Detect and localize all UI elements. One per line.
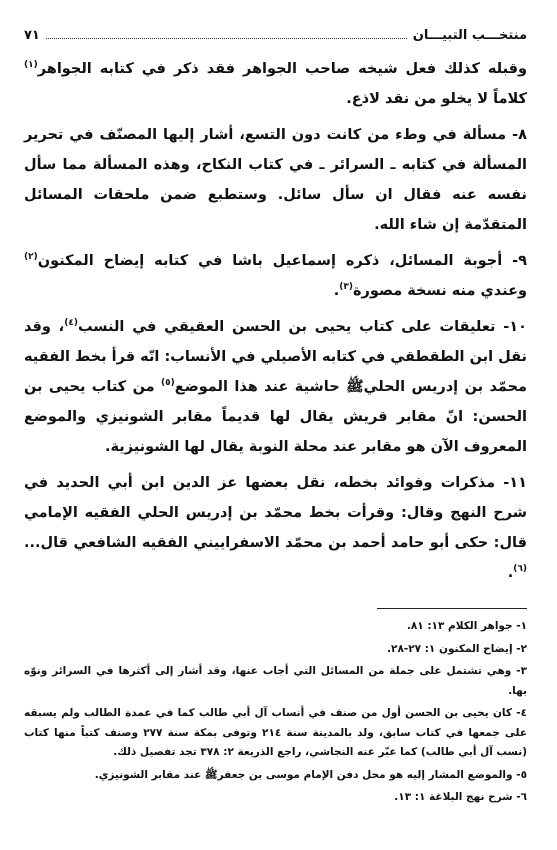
footnote-3: ٣- وهي تشتمل على جملة من المسائل التي أجاب عنها، وقد أشار إلى أكثرها في السرائر ونوّه بها. (24, 665, 527, 697)
text-segment: كلاماً لا يخلو من نقد لاذع. (346, 91, 527, 107)
text-segment: ٩- أجوبة المسائل، ذكره إسماعيل باشا في كتابه إيضاح المكنون (37, 253, 527, 269)
page-number: ٧١ (24, 28, 40, 43)
paragraph-item-11 (24, 468, 527, 588)
footnote-ref: (٢) (24, 252, 38, 263)
header-leader-dots (46, 38, 407, 39)
text-segment: وقبله كذلك فعل شيخه صاحب الجواهر فقد ذكر في كتابه الجواهر (37, 61, 527, 77)
running-header (24, 28, 527, 50)
footnote-ref: (٥) (161, 378, 175, 389)
footnote-ref: (١) (24, 60, 38, 71)
text-segment: ، وقد نقل ابن الطقطقي في كتابه الأصيلي في الأنساب: انّه قرأ بخط الفقيه محمّد بن إدريس الحليﷺ حاشية عند هذا الموضع (24, 319, 527, 395)
paragraph-item-10 (24, 312, 527, 462)
footnote-ref: (٣) (339, 282, 353, 293)
text-segment: . (507, 565, 514, 581)
footnote-2: ٢- إيضاح المكنون ١: ٢٧-٢٨. (387, 642, 527, 655)
footnote-5: ٥- والموضع المشار إليه هو محل دفن الإمام موسى بن جعفرﷺ عند مقابر الشونيزي. (94, 768, 527, 781)
text-segment: ١١- مذكرات وفوائد بخطه، نقل بعضها عز الدين ابن أبي الحديد في شرح النهج وقال: وقرأت بخط محمّد بن إدريس الحلي الفقيه الإمامي قال: حكى أبو حامد أحمد بن محمّد الاسفراييني الفقيه الشافعي قال... (24, 475, 527, 551)
footnote-ref: (٤) (64, 318, 78, 329)
footnote-4: ٤- كان يحيى بن الحسن أول من صنف في أنساب آل أبي طالب كما في عمدة الطالب ولم يسبقه على جمعها في كتاب سابق، ولد بالمدينة سنة ٢١٤ وتوفى بمكة سنة ٢٧٧ وصنف كتباً منها كتاب (نسب آل أبي طالب) كما عبّر عنه النجاشي، راجع الذريعة ٢: ٣٧٨ تجد تفصيل ذلك. (24, 707, 528, 758)
text-segment: . (333, 283, 340, 299)
text-segment: وعندي منه نسخة مصورة (352, 283, 527, 299)
footnote-ref: (٦) (513, 564, 527, 575)
footnotes (24, 617, 527, 808)
footnote-6: ٦- شرح نهج البلاغة ١: ١٣. (394, 791, 527, 803)
book-title: منتخـــب التبيـــان (412, 28, 527, 43)
footnote-1: ١- جواهر الكلام ١٣: ٨١. (406, 620, 527, 632)
footnote-separator (377, 608, 527, 609)
text-segment: من كتاب يحيى بن الحسن: انّ مقابر قريش يقال لها قديماً مقابر الشونيزي والموضع المعروف الآن هو مقابر عند محلة النوبة يقال لها الشونيزية. (24, 379, 527, 455)
text-segment: ٨- مسألة في وطء من كانت دون التسع، أشار إليها المصنّف في تحرير المسألة في كتابه ـ السرائر ـ في كتاب النكاح، وهذه المسألة مما سأل نفسه عنه فقال ان سأل سائل. وستطبع ضمن ملحقات المسائل المتقدّمة إن شاء الله. (24, 127, 527, 233)
main-text (24, 54, 527, 588)
paragraph-item-8 (24, 120, 527, 240)
paragraph-item-9 (24, 246, 527, 306)
paragraph-intro (24, 54, 527, 114)
text-segment: ١٠- تعليقات على كتاب يحيى بن الحسن العقيقي في النسب (77, 319, 527, 335)
